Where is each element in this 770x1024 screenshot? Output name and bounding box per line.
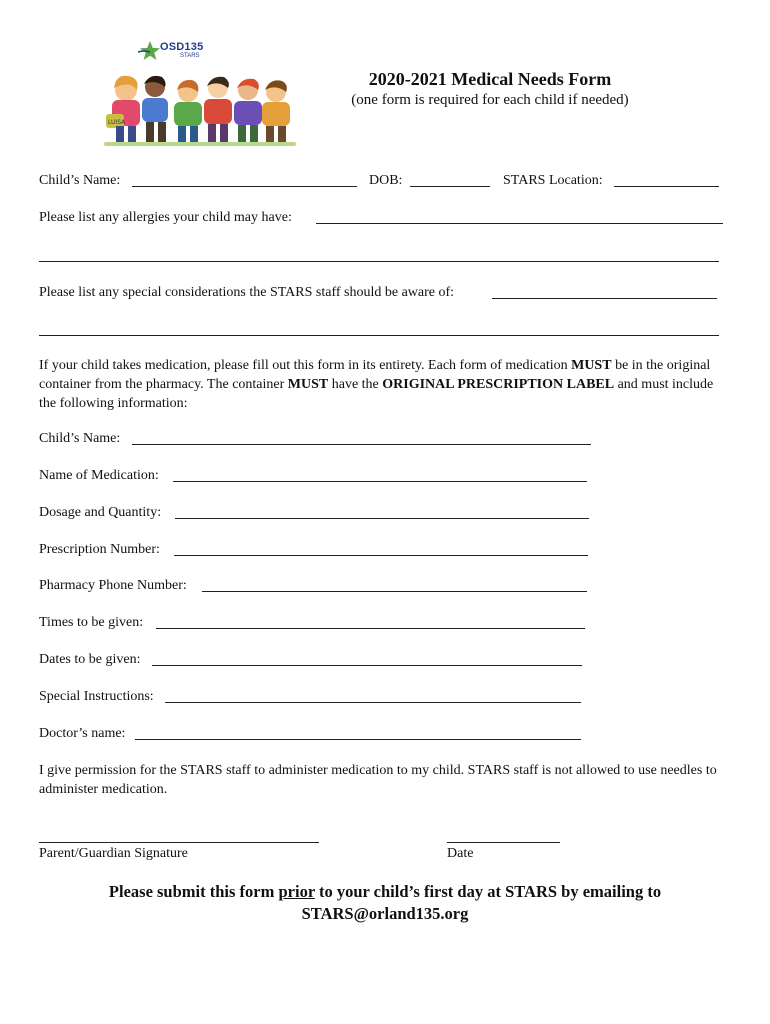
med-childs-name-field[interactable] [132, 444, 591, 445]
dosage-quantity-field[interactable] [175, 518, 589, 519]
svg-text:LUISA: LUISA [108, 119, 126, 126]
prescription-number-field[interactable] [174, 555, 588, 556]
allergies-field-line2[interactable] [39, 261, 719, 262]
date-field[interactable] [447, 842, 560, 843]
doctor-name-field[interactable] [135, 739, 581, 740]
notice-text-3: have the [328, 377, 383, 392]
special-instructions-field[interactable] [165, 702, 581, 703]
contact-email[interactable]: STARS@orland135.org [301, 904, 469, 923]
allergies-label: Please list any allergies your child may have: [39, 210, 292, 225]
notice-must-1: MUST [571, 358, 612, 373]
childs-name-label: Child’s Name: [39, 173, 121, 188]
closing-text-1: Please submit this form [108, 882, 279, 901]
star-icon [138, 40, 162, 62]
notice-text-2: be in the original container from the pharmacy. The container [39, 358, 711, 392]
pharmacy-phone-label: Pharmacy Phone Number: [39, 578, 187, 593]
doctor-name-label: Doctor’s name: [39, 726, 126, 741]
childs-name-field[interactable] [132, 186, 357, 187]
dosage-quantity-label: Dosage and Quantity: [39, 505, 162, 520]
times-given-field[interactable] [156, 628, 585, 629]
dob-field[interactable] [410, 186, 490, 187]
special-instructions-label: Special Instructions: [39, 689, 154, 704]
logo-sub: STARS [180, 53, 200, 59]
notice-text-1: If your child takes medication, please fill out this form in its entirety. Each form of medication [39, 358, 572, 373]
closing-prior: prior [278, 882, 315, 901]
med-childs-name-label: Child’s Name: [39, 431, 121, 446]
stars-location-label: STARS Location: [503, 173, 603, 188]
closing-text-2: to your child’s first day at STARS by emailing to [314, 882, 662, 901]
special-considerations-field-line2[interactable] [39, 335, 719, 336]
form-subtitle: (one form is required for each child if needed) [351, 92, 629, 108]
prescription-number-label: Prescription Number: [39, 542, 160, 557]
medication-name-label: Name of Medication: [39, 468, 159, 483]
dob-label: DOB: [369, 173, 403, 188]
parent-signature-field[interactable] [39, 842, 319, 843]
notice-original-label: ORIGINAL PRESCRIPTION LABEL [382, 377, 615, 392]
osd135-logo [136, 40, 228, 64]
notice-text-4: and must include the following information: [39, 377, 714, 411]
children-illustration [100, 70, 300, 148]
times-given-label: Times to be given: [39, 615, 144, 630]
date-label: Date [447, 846, 474, 861]
pharmacy-phone-field[interactable] [202, 591, 587, 592]
dates-given-label: Dates to be given: [39, 652, 141, 667]
medication-notice [39, 356, 729, 413]
special-considerations-field[interactable] [492, 298, 717, 299]
logo-name: OSD135 [160, 41, 204, 53]
permission-statement: I give permission for the STARS staff to administer medication to my child. STARS staff is not allowed to use needles to administer medication. [39, 763, 717, 797]
dates-given-field[interactable] [152, 665, 582, 666]
stars-location-field[interactable] [614, 186, 719, 187]
allergies-field[interactable] [316, 223, 723, 224]
form-title: 2020-2021 Medical Needs Form [368, 69, 612, 89]
parent-signature-label: Parent/Guardian Signature [39, 846, 188, 861]
submission-instructions [60, 881, 710, 925]
notice-must-2: MUST [287, 377, 329, 392]
special-considerations-label: Please list any special considerations the STARS staff should be aware of: [39, 285, 455, 300]
medication-name-field[interactable] [173, 481, 587, 482]
